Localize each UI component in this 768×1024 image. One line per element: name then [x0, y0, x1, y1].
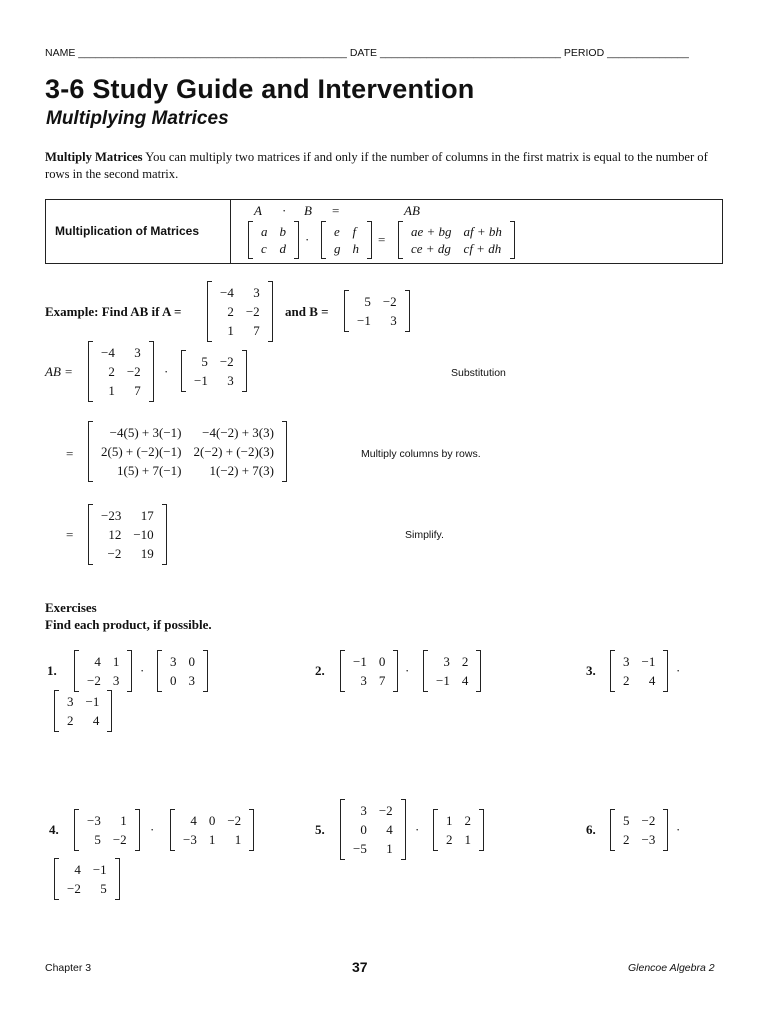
exercise-1-left-matrix: [74, 650, 132, 692]
matrix-row: [405, 223, 508, 240]
matrix-row: [617, 811, 661, 830]
matrix-cell: −2: [382, 294, 397, 309]
matrix-row: [61, 879, 113, 898]
exercise-4-left-matrix: [74, 809, 140, 851]
exercise-2-left-matrix: [340, 650, 398, 692]
matrix-cell: −10: [133, 527, 154, 542]
matrix-cell: 2: [108, 364, 115, 379]
matrix-cell: 5: [94, 832, 101, 847]
matrix-cell: 3: [170, 654, 177, 669]
matrix-grid: [61, 860, 113, 898]
heading-a: A: [254, 203, 262, 218]
exercise-5-right-matrix: [433, 809, 484, 851]
example-and-b: and B =: [285, 304, 329, 319]
matrix-row: [347, 820, 399, 839]
matrix-cell: 5: [201, 354, 208, 369]
intro-lead: Multiply Matrices: [45, 150, 143, 164]
exercise-6-dot: ·: [676, 822, 681, 837]
matrix-cell: −2: [67, 881, 81, 896]
matrix-cell: −4: [101, 345, 115, 360]
matrix-cell: d: [279, 241, 286, 256]
step2-matrix: [88, 421, 287, 482]
page-subtitle: Multiplying Matrices: [46, 108, 229, 129]
step3-matrix: [88, 504, 167, 565]
matrix-row: [405, 240, 508, 257]
matrix-cell: 4: [461, 673, 469, 688]
page-title: 3-6 Study Guide and Intervention: [45, 74, 475, 104]
matrix-cell: 5: [364, 294, 371, 309]
matrix-cell: 2: [623, 832, 630, 847]
matrix-grid: [81, 652, 125, 690]
matrix-cell: 0: [188, 654, 195, 669]
matrix-row: [617, 671, 661, 690]
matrix-cell: 3: [443, 654, 450, 669]
matrix-row: [81, 671, 125, 690]
exercise-6-left-matrix: [610, 809, 668, 851]
matrix-cell: h: [352, 241, 359, 256]
matrix-row: [95, 461, 280, 480]
matrix-grid: [440, 811, 477, 849]
matrix-cell: 5: [100, 881, 107, 896]
matrix-row: [177, 830, 247, 849]
matrix-cell: −2: [112, 832, 127, 847]
matrix-cell: −2: [87, 673, 101, 688]
matrix-row: [61, 860, 113, 879]
exercise-2-dot: ·: [405, 663, 410, 678]
matrix-grid: [164, 652, 201, 690]
matrix-cell: 12: [108, 527, 122, 542]
matrix-row: [95, 506, 160, 525]
heading-eq: =: [332, 203, 340, 218]
matrix-cell: 3: [623, 654, 630, 669]
example-matrix-b: [344, 290, 410, 332]
heading-dot: ·: [282, 203, 287, 218]
matrix-grid: [95, 506, 160, 563]
ab-label: AB =: [45, 364, 73, 379]
matrix-grid: [617, 652, 661, 690]
matrix-cell: 2: [623, 673, 630, 688]
matrix-cell: −4(5) + 3(−1): [109, 425, 182, 440]
matrix-cell: −4: [220, 285, 234, 300]
matrix-cell: 0: [360, 822, 367, 837]
matrix-cell: −1: [353, 654, 367, 669]
matrix-cell: −2: [641, 813, 656, 828]
step1-matrix-a: [88, 341, 154, 402]
exercise-1-right-matrix: [157, 650, 208, 692]
matrix-cell: −1: [194, 373, 208, 388]
matrix-cell: 2: [464, 813, 471, 828]
matrix-cell: 2(−2) + (−2)(3): [193, 444, 274, 459]
matrix-cell: g: [334, 241, 341, 256]
matrix-row: [617, 830, 661, 849]
matrix-grid: [61, 692, 105, 730]
exercise-5-number: 5.: [315, 822, 325, 837]
matrix-cell: 7: [253, 323, 260, 338]
matrix-cell: −2: [107, 546, 122, 561]
matrix-row: [95, 362, 147, 381]
matrix-cell: 1(5) + 7(−1): [117, 463, 182, 478]
step3-eq: =: [66, 527, 74, 542]
step3-note: Simplify.: [405, 529, 444, 541]
matrix-cell: −1: [436, 673, 450, 688]
matrix-row: [255, 240, 292, 257]
matrix-row: [164, 652, 201, 671]
matrix-cell: −1: [92, 862, 107, 877]
matrix-cell: 3: [112, 673, 120, 688]
exercise-5-left-matrix: [340, 799, 406, 860]
matrix-cell: 1: [108, 383, 115, 398]
example-matrix-a: [207, 281, 273, 342]
matrix-cell: 1: [386, 841, 393, 856]
step2-eq: =: [66, 446, 74, 461]
matrix-row: [430, 652, 474, 671]
matrix-cell: −2: [378, 803, 393, 818]
rule-box-label: Multiplication of Matrices: [55, 224, 200, 238]
matrix-cell: 3: [360, 803, 367, 818]
matrix-cell: 4: [92, 713, 100, 728]
matrix-grid: [214, 283, 266, 340]
matrix-row: [95, 544, 160, 563]
matrix-cell: −2: [126, 364, 141, 379]
matrix-cell: 1: [446, 813, 453, 828]
matrix-row: [95, 442, 280, 461]
matrix-row: [328, 223, 365, 240]
matrix-grid: [351, 292, 403, 330]
matrix-grid: [95, 343, 147, 400]
matrix-cell: −4(−2) + 3(3): [202, 425, 274, 440]
matrix-cell: −23: [101, 508, 122, 523]
exercise-5-dot: ·: [415, 822, 420, 837]
footer-book: Glencoe Algebra 2: [628, 962, 715, 974]
matrix-row: [347, 671, 391, 690]
step1-dot: ·: [164, 364, 169, 379]
matrix-cell: 3: [188, 673, 195, 688]
exercise-2-right-matrix: [423, 650, 481, 692]
matrix-cell: 3: [390, 313, 397, 328]
matrix-grid: [188, 352, 240, 390]
exercise-6-right-matrix: [54, 858, 120, 900]
matrix-row: [328, 240, 365, 257]
rule-matrix-ab: [398, 221, 515, 259]
matrix-cell: 3: [67, 694, 74, 709]
exercises-instruction: Find each product, if possible.: [45, 617, 212, 632]
matrix-cell: 1: [227, 323, 234, 338]
heading-b: B: [304, 203, 312, 218]
matrix-cell: 1: [120, 813, 127, 828]
matrix-row: [347, 652, 391, 671]
matrix-row: [347, 839, 399, 858]
matrix-grid: [95, 423, 280, 480]
matrix-cell: 5: [623, 813, 630, 828]
matrix-cell: −2: [227, 813, 242, 828]
matrix-cell: af + bh: [463, 224, 502, 239]
matrix-row: [351, 311, 403, 330]
rule-eq: =: [378, 232, 386, 247]
matrix-cell: ce + dg: [411, 241, 451, 256]
footer-chapter: Chapter 3: [45, 962, 92, 974]
matrix-cell: 1(−2) + 7(3): [209, 463, 274, 478]
matrix-cell: −1: [357, 313, 371, 328]
date-blank: _______________________________: [379, 47, 561, 59]
name-blank: ______________________________________________: [78, 47, 347, 59]
matrix-row: [81, 652, 125, 671]
rule-box-divider: [230, 199, 231, 264]
matrix-row: [81, 811, 133, 830]
matrix-cell: 2: [67, 713, 74, 728]
matrix-row: [347, 801, 399, 820]
matrix-row: [440, 830, 477, 849]
exercise-4-number: 4.: [49, 822, 59, 837]
matrix-cell: 1: [464, 832, 471, 847]
matrix-cell: 19: [140, 546, 154, 561]
exercise-3-dot: ·: [676, 663, 681, 678]
matrix-cell: a: [261, 224, 268, 239]
matrix-cell: cf + dh: [463, 241, 502, 256]
matrix-cell: −2: [245, 304, 260, 319]
matrix-cell: 4: [386, 822, 393, 837]
matrix-row: [61, 692, 105, 711]
exercise-3-left-matrix: [610, 650, 668, 692]
matrix-cell: 1: [112, 654, 120, 669]
matrix-grid: [347, 652, 391, 690]
matrix-grid: [617, 811, 661, 849]
matrix-row: [214, 321, 266, 340]
rule-matrix-b: [321, 221, 372, 259]
matrix-cell: 3: [134, 345, 141, 360]
period-label: PERIOD: [563, 47, 605, 59]
matrix-row: [95, 423, 280, 442]
matrix-cell: e: [334, 224, 340, 239]
matrix-cell: 0: [378, 654, 386, 669]
matrix-row: [61, 711, 105, 730]
matrix-cell: f: [352, 224, 357, 239]
matrix-grid: [81, 811, 133, 849]
exercise-2-number: 2.: [315, 663, 325, 678]
matrix-row: [95, 343, 147, 362]
exercise-3-right-matrix: [54, 690, 112, 732]
matrix-row: [214, 283, 266, 302]
matrix-grid: [255, 223, 292, 257]
matrix-cell: 2: [446, 832, 453, 847]
matrix-cell: 0: [170, 673, 177, 688]
matrix-row: [351, 292, 403, 311]
matrix-cell: 17: [140, 508, 154, 523]
matrix-row: [617, 652, 661, 671]
matrix-cell: 4: [94, 654, 101, 669]
matrix-cell: 2(5) + (−2)(−1): [101, 444, 182, 459]
period-blank: ______________: [607, 47, 689, 59]
matrix-cell: −5: [353, 841, 367, 856]
matrix-cell: −3: [87, 813, 101, 828]
matrix-row: [214, 302, 266, 321]
matrix-cell: 3: [253, 285, 260, 300]
name-label: NAME: [45, 47, 76, 59]
step1-note: Substitution: [451, 367, 506, 379]
matrix-cell: 4: [648, 673, 656, 688]
matrix-grid: [328, 223, 365, 257]
date-label: DATE: [349, 47, 378, 59]
matrix-cell: 7: [134, 383, 141, 398]
matrix-grid: [177, 811, 247, 849]
matrix-cell: 7: [378, 673, 386, 688]
exercises-heading: Exercises: [45, 600, 97, 615]
matrix-cell: −1: [641, 654, 656, 669]
matrix-cell: −1: [85, 694, 100, 709]
matrix-row: [255, 223, 292, 240]
matrix-cell: 3: [227, 373, 234, 388]
exercise-3-number: 3.: [586, 663, 596, 678]
matrix-row: [81, 830, 133, 849]
matrix-grid: [405, 223, 508, 257]
matrix-cell: 4: [190, 813, 197, 828]
heading-ab: AB: [404, 203, 420, 218]
step1-matrix-b: [181, 350, 247, 392]
matrix-cell: 0: [208, 813, 216, 828]
intro-text: You can multiply two matrices if and only if the number of columns in the first matrix is equal to the number of rows in the second matrix.: [45, 150, 708, 181]
name-date-period-line: [45, 47, 725, 59]
rule-matrix-a: [248, 221, 299, 259]
matrix-row: [440, 811, 477, 830]
matrix-cell: 1: [208, 832, 216, 847]
rule-dot: ·: [305, 232, 310, 247]
exercise-4-right-matrix: [170, 809, 254, 851]
exercise-1-dot: ·: [140, 663, 145, 678]
matrix-cell: −3: [641, 832, 656, 847]
matrix-grid: [347, 801, 399, 858]
footer-page-number: 37: [352, 959, 368, 975]
matrix-cell: c: [261, 241, 267, 256]
matrix-cell: −2: [219, 354, 234, 369]
matrix-row: [177, 811, 247, 830]
step2-note: Multiply columns by rows.: [361, 448, 481, 460]
matrix-row: [188, 352, 240, 371]
matrix-row: [95, 525, 160, 544]
matrix-cell: b: [279, 224, 286, 239]
matrix-grid: [430, 652, 474, 690]
exercise-6-number: 6.: [586, 822, 596, 837]
matrix-cell: ae + bg: [411, 224, 452, 239]
intro-paragraph: [45, 149, 725, 183]
matrix-cell: 2: [227, 304, 234, 319]
matrix-cell: −3: [183, 832, 197, 847]
matrix-row: [430, 671, 474, 690]
matrix-row: [95, 381, 147, 400]
exercise-4-dot: ·: [150, 822, 155, 837]
matrix-cell: 4: [74, 862, 81, 877]
matrix-row: [188, 371, 240, 390]
matrix-cell: 3: [360, 673, 367, 688]
matrix-row: [164, 671, 201, 690]
matrix-cell: 1: [234, 832, 242, 847]
matrix-cell: 2: [461, 654, 469, 669]
example-prompt: Example: Find AB if A =: [45, 304, 182, 319]
exercise-1-number: 1.: [47, 663, 57, 678]
